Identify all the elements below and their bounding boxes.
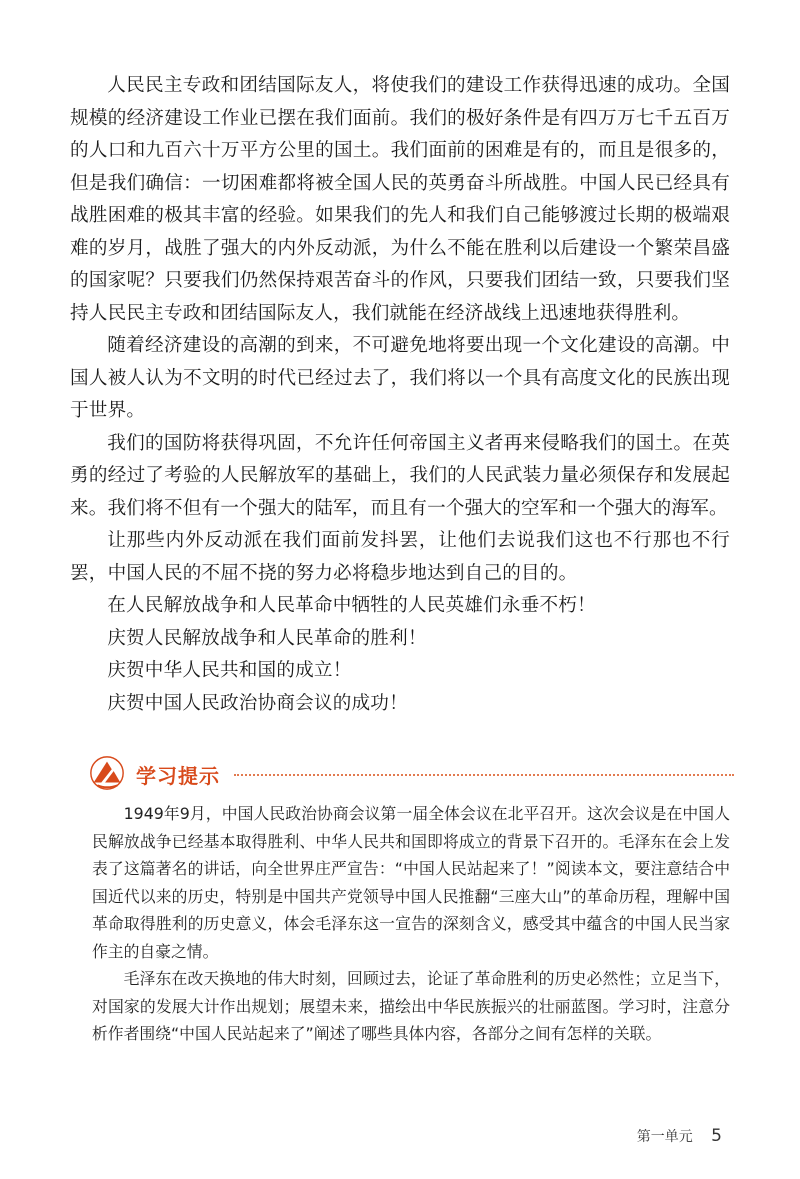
slogan-line: 在人民解放战争和人民革命中牺牲的人民英雄们永垂不朽！ [107, 595, 596, 616]
dotted-divider [234, 774, 734, 776]
study-tips-logo-icon [88, 754, 126, 792]
study-tips-title: 学习提示 [136, 764, 220, 788]
page-footer [637, 1126, 722, 1146]
slogan-line: 庆贺人民解放战争和人民革命的胜利！ [107, 627, 427, 649]
slogan-line: 庆贺中华人民共和国的成立！ [107, 660, 352, 681]
body-paragraph: 我们的国防将获得巩固，不允许任何帝国主义者再来侵略我们的国土。在英勇的经过了考验的人民解放军的基础上，我们的人民武装力量必须保存和发展起来。我们将不但有一个强大的陆军，而且有一个强大的空军和一个强大的海军。 [70, 432, 730, 519]
tip-paragraph: 1949年9月，中国人民政治协商会议第一届全体会议在北平召开。这次会议是在中国人民解放战争已经基本取得胜利、中华人民共和国即将成立的背景下召开的。毛泽东在会上发表了这篇著名的讲话，向全世界庄严宣告：“中国人民站起来了！”阅读本文，要注意结合中国近代以来的历史，特别是中国共产党领导中国人民推翻“三座大山”的革命历程，理解中国革命取得胜利的历史意义，体会毛泽东这一宣告的深刻含义，感受其中蕴含的中国人民当家作主的自豪之情。 [92, 804, 730, 961]
main-text [70, 70, 730, 720]
unit-label: 第一单元 [636, 1129, 693, 1145]
tip-paragraph: 毛泽东在改天换地的伟大时刻，回顾过去，论证了革命胜利的历史必然性；立足当下，对国家的发展大计作出规划；展望未来，描绘出中华民族振兴的壮丽蓝图。学习时，注意分析作者围绕“中国人民站起来了”阐述了哪些具体内容，各部分之间有怎样的关联。 [92, 969, 730, 1043]
study-tips-text [92, 800, 730, 1048]
body-paragraph: 让那些内外反动派在我们面前发抖罢，让他们去说我们这也不行那也不行罢，中国人民的不屈不挠的努力必将稳步地达到自己的目的。 [70, 530, 730, 584]
page-number: 5 [711, 1126, 722, 1146]
slogan-line: 庆贺中国人民政治协商会议的成功！ [107, 692, 408, 714]
body-paragraph: 随着经济建设的高潮的到来，不可避免地将要出现一个文化建设的高潮。中国人被人认为不文明的时代已经过去了，我们将以一个具有高度文化的民族出现于世界。 [70, 335, 730, 421]
study-tips-header [88, 754, 738, 794]
body-paragraph: 人民民主专政和团结国际友人，将使我们的建设工作获得迅速的成功。全国规模的经济建设工作业已摆在我们面前。我们的极好条件是有四万万七千五百万的人口和九百六十万平方公里的国土。我们面前的困难是有的，而且是很多的，但是我们确信：一切困难都将被全国人民的英勇奋斗所战胜。中国人民已经具有战胜困难的极其丰富的经验。如果我们的先人和我们自己能够渡过长期的极端艰难的岁月，战胜了强大的内外反动派，为什么不能在胜利以后建设一个繁荣昌盛的国家呢？只要我们仍然保持艰苦奋斗的作风，只要我们团结一致，只要我们坚持人民民主专政和团结国际友人，我们就能在经济战线上迅速地获得胜利。 [70, 75, 730, 324]
